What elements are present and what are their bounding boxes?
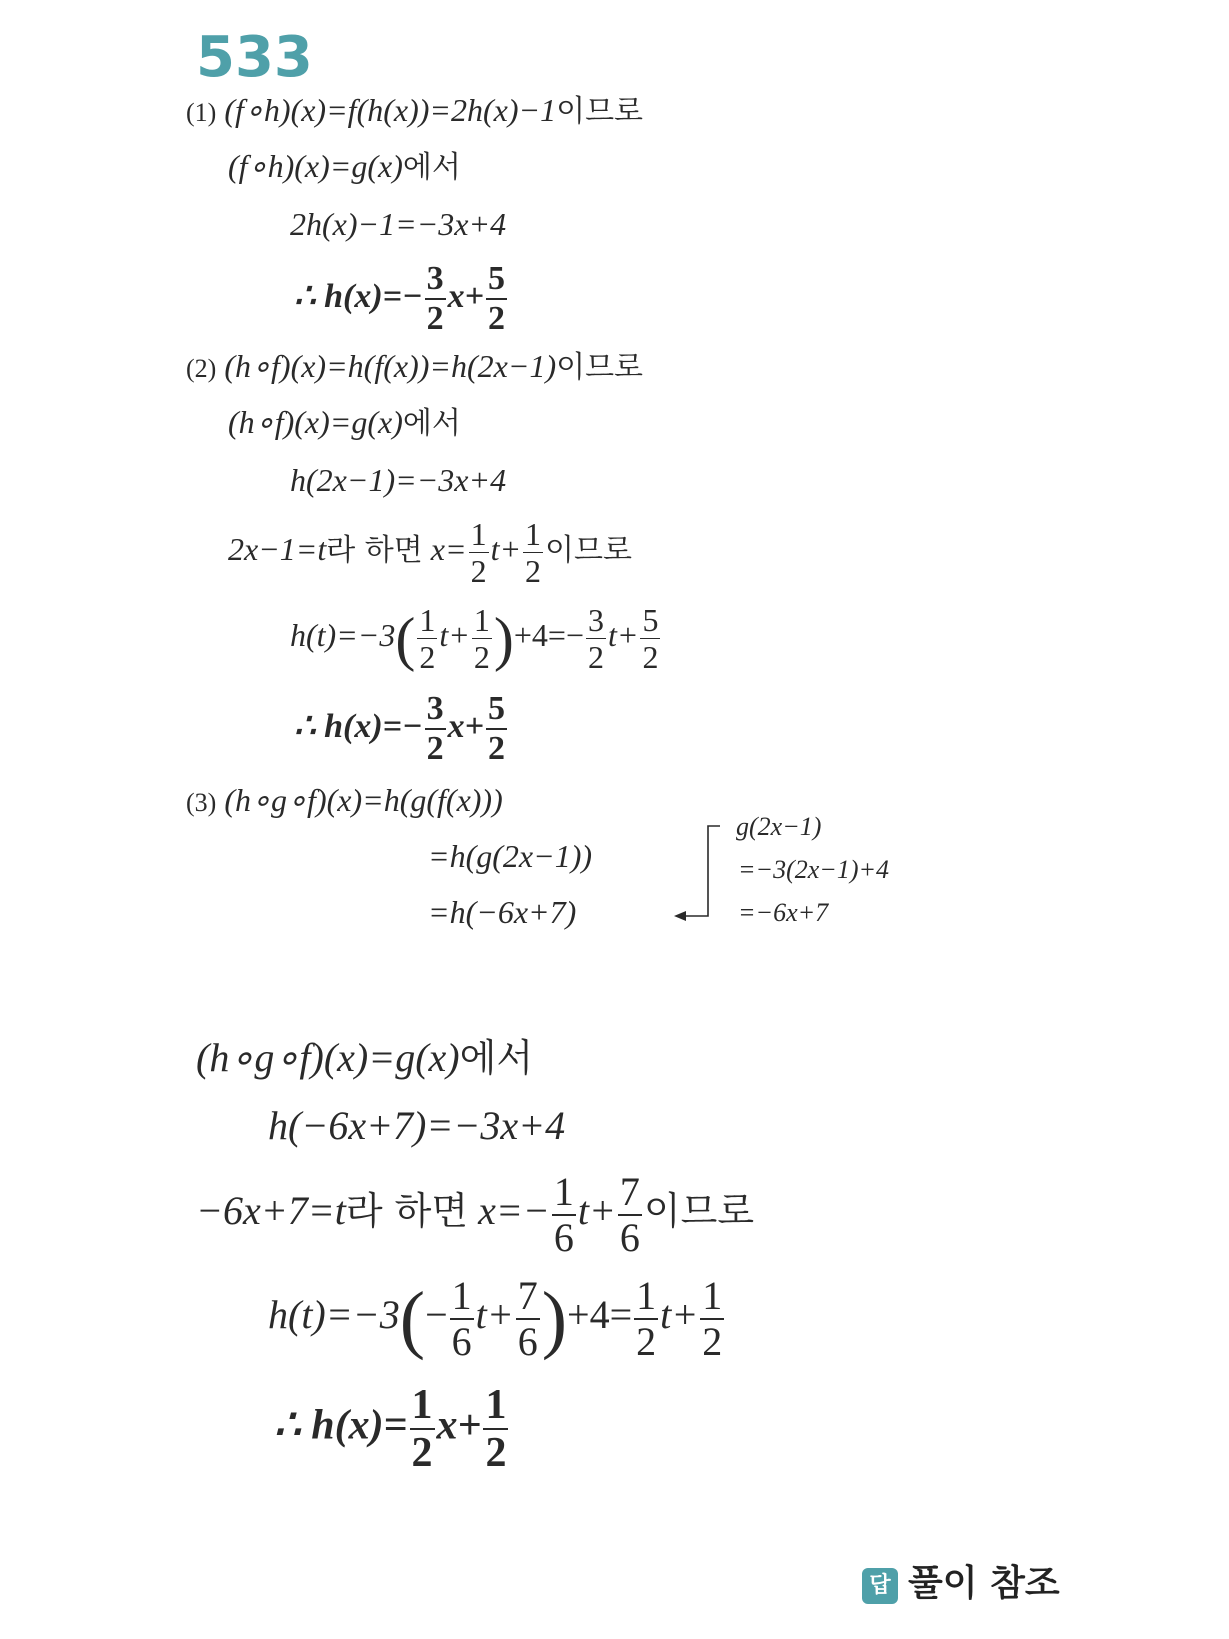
part3-ht-frac1: $\frac{1}{6}$	[451, 1273, 472, 1364]
part2-sub-x: x=	[430, 530, 467, 567]
part2-ht-frac4: $\frac{5}{2}$	[642, 602, 659, 675]
part3-result-prefix: ∴ h(x)=	[274, 1402, 408, 1449]
part1-line3	[290, 208, 506, 240]
part1-result	[294, 262, 509, 336]
part3-line2	[428, 840, 592, 872]
part2-ht-frac2: $\frac{1}{2}$	[473, 602, 490, 675]
part3-sub-x: x=−	[478, 1188, 550, 1234]
part3-sub-frac1: $\frac{1}{6}$	[553, 1169, 574, 1260]
problem-number: 533	[196, 25, 313, 90]
part3-line1	[186, 784, 503, 816]
part2-result-prefix: ∴ h(x)=−	[294, 707, 423, 745]
part2-ht-tplus: t+	[439, 616, 470, 653]
part3-sub-frac2: $\frac{7}{6}$	[619, 1169, 640, 1260]
part3-ht-frac3: $\frac{1}{2}$	[636, 1273, 657, 1364]
part3-result-frac2: $\frac{1}{2}$	[485, 1382, 507, 1476]
part3-ht-after: +4=	[567, 1292, 633, 1338]
part2-equation2: (h∘f)(x)=g(x)	[228, 404, 403, 440]
part2-equation1: (h∘f)(x)=h(f(x))=h(2x−1)	[224, 348, 557, 384]
part1-line1	[186, 94, 643, 127]
part2-ht-frac1: $\frac{1}{2}$	[419, 602, 436, 675]
part3-sub-tplus: t+	[577, 1188, 616, 1234]
part3-result-frac1: $\frac{1}{2}$	[411, 1382, 433, 1476]
part2-marker: (2)	[186, 354, 217, 383]
part2-ht-tplus2: t+	[607, 616, 639, 653]
part3-ht-line: h(t)=−3(− $\frac{1}{6}$ t+ $\frac{7}{6}$ )+4= $\frac{1}{2}$ t+ $\frac{1}{2}$	[268, 1273, 723, 1364]
part3-ht-tplus2: t+	[660, 1292, 699, 1338]
part2-result-mid: x+	[447, 707, 485, 745]
part1-suffix1: 이므로	[556, 94, 644, 129]
part3-ht-frac2: $\frac{7}{6}$	[517, 1273, 538, 1364]
part2-ht-after: +4=−	[513, 616, 584, 653]
part2-suffix2: 에서	[402, 406, 461, 441]
part2-sub-suffix: 이므로	[545, 532, 632, 568]
answer-badge: 답	[862, 1568, 898, 1604]
part2-sub-frac1: $\frac{1}{2}$	[470, 516, 487, 589]
part2-result-frac2: $\frac{5}{2}$	[488, 690, 506, 767]
part3-equation2: =h(g(2x−1))	[428, 838, 593, 874]
part1-result-prefix: ∴ h(x)=−	[294, 277, 423, 315]
part2-sub-frac2: $\frac{1}{2}$	[525, 516, 542, 589]
part1-result-frac2: $\frac{5}{2}$	[488, 260, 506, 337]
part2-sub-tplus: t+	[490, 530, 522, 567]
part2-ht-prefix: h(t)=−3	[290, 616, 396, 653]
part3-equation4: (h∘g∘f)(x)=g(x)	[196, 1035, 460, 1080]
part3-result	[274, 1384, 510, 1474]
part1-result-frac1: $\frac{3}{2}$	[426, 260, 444, 337]
part2-line1	[186, 350, 643, 383]
part3-sub-prefix: −6x+7=t	[196, 1188, 346, 1234]
part1-suffix2: 에서	[402, 150, 461, 185]
part2-line2	[228, 406, 461, 439]
part2-suffix1: 이므로	[556, 350, 644, 385]
note-line3: =−6x+7	[738, 898, 829, 927]
part1-equation1: (f∘h)(x)=f(h(x))=2h(x)−1	[224, 92, 557, 128]
part3-equation1: (h∘g∘f)(x)=h(g(f(x)))	[224, 782, 503, 818]
part3-equation3: =h(−6x+7)	[428, 894, 577, 930]
part3-equation5: h(−6x+7)=−3x+4	[268, 1103, 566, 1148]
part2-sub-prefix: 2x−1=t	[228, 530, 327, 567]
note-line2: =−3(2x−1)+4	[738, 855, 890, 884]
part1-line2	[228, 150, 461, 183]
answer-text: 풀이 참조	[908, 1563, 1060, 1604]
part1-equation3: 2h(x)−1=−3x+4	[290, 206, 507, 242]
note-arrow-icon	[668, 822, 728, 926]
part2-ht-frac3: $\frac{3}{2}$	[587, 602, 604, 675]
part2-equation3: h(2x−1)=−3x+4	[290, 462, 507, 498]
part2-line3	[290, 464, 506, 496]
part2-substitution	[228, 518, 632, 587]
part3-substitution	[196, 1169, 755, 1260]
part1-result-mid: x+	[447, 277, 485, 315]
part3-suffix4: 에서	[459, 1036, 534, 1080]
part3-line5	[268, 1103, 566, 1148]
part3-sub-suffix: 이므로	[643, 1189, 755, 1234]
part1-marker: (1)	[186, 98, 217, 127]
part3-line4	[196, 1035, 534, 1080]
part3-result-mid: x+	[436, 1402, 482, 1449]
part3-ht-minus: −	[425, 1292, 448, 1338]
part3-line3	[428, 896, 576, 928]
part3-ht-prefix: h(t)=−3	[268, 1292, 400, 1338]
part3-sub-kr: 라 하면	[345, 1189, 469, 1234]
part3-ht-frac4: $\frac{1}{2}$	[702, 1273, 723, 1364]
part2-result-frac1: $\frac{3}{2}$	[426, 690, 444, 767]
note-line1: g(2x−1)	[736, 812, 822, 841]
part3-marker: (3)	[186, 788, 217, 817]
part1-equation2: (f∘h)(x)=g(x)	[228, 148, 403, 184]
part2-ht-line: h(t)=−3( $\frac{1}{2}$ t+ $\frac{1}{2}$ )+4=− $\frac{3}{2}$ t+ $\frac{5}{2}$	[290, 602, 659, 675]
part2-result	[294, 692, 509, 766]
part3-ht-tplus: t+	[475, 1292, 514, 1338]
part2-sub-kr: 라 하면	[326, 532, 423, 568]
